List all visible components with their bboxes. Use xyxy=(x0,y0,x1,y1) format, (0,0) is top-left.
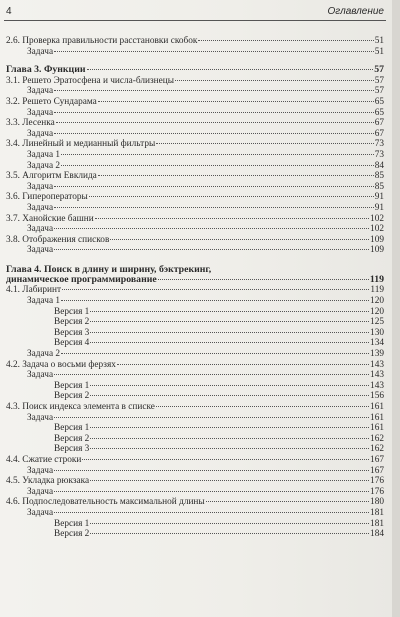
toc-entry-page: 85 xyxy=(374,171,384,182)
dot-leader xyxy=(156,142,373,144)
toc-entry-page: 143 xyxy=(370,370,384,381)
toc-entry-title: Задача xyxy=(27,128,54,139)
toc-entry-page: 176 xyxy=(370,486,384,497)
toc-entry-page: 167 xyxy=(370,465,384,476)
toc-entry-title: 3.4. Линейный и медианный фильтры xyxy=(6,139,156,150)
toc-entry-title: 4.1. Лабиринт xyxy=(6,285,62,296)
toc-entry-page: 120 xyxy=(370,296,384,307)
dot-leader xyxy=(56,121,374,123)
toc-entry-page: 91 xyxy=(374,202,384,213)
toc-entry-page: 181 xyxy=(370,518,384,529)
section-gap xyxy=(6,256,384,264)
toc-entry-title: Задача xyxy=(27,224,54,235)
toc-entry-title: Задача xyxy=(27,507,54,518)
toc-entry-title: 3.1. Решето Эратосфена и числа-близнецы xyxy=(6,75,174,86)
toc-entry-page: 67 xyxy=(374,128,384,139)
toc-entry[interactable] xyxy=(6,285,384,296)
toc-entry-page: 91 xyxy=(374,192,384,203)
toc-entry[interactable] xyxy=(6,476,384,487)
toc-entry-title: Задача 1 xyxy=(27,149,61,160)
toc-entry[interactable] xyxy=(6,455,384,466)
toc-entry-title: Задача xyxy=(27,107,54,118)
dot-leader xyxy=(95,217,369,219)
toc-entry-title: Задача xyxy=(27,181,54,192)
toc-entry-page: 181 xyxy=(370,507,384,518)
dot-leader xyxy=(90,522,369,524)
dot-leader xyxy=(90,479,369,481)
toc-entry-page: 139 xyxy=(370,349,384,360)
dot-leader xyxy=(54,89,374,91)
toc-entry-title: Задача xyxy=(27,202,54,213)
toc-entry[interactable] xyxy=(6,444,384,455)
toc-entry[interactable] xyxy=(6,118,384,129)
dot-leader xyxy=(98,100,374,102)
toc-chapter-entry[interactable] xyxy=(6,275,384,286)
toc-entry-title: Задача xyxy=(27,486,54,497)
toc-entry-title: Задача xyxy=(27,412,54,423)
dot-leader xyxy=(54,469,369,471)
toc-entry[interactable] xyxy=(6,245,384,256)
toc-entry-page: 125 xyxy=(370,317,384,328)
toc-entry-title: 3.5. Алгоритм Евклида xyxy=(6,171,97,182)
dot-leader xyxy=(54,206,374,208)
toc-entry[interactable] xyxy=(6,381,384,392)
dot-leader xyxy=(54,132,374,134)
dot-leader xyxy=(54,111,374,113)
toc-entry[interactable] xyxy=(6,360,384,371)
toc-entry-page: 120 xyxy=(370,306,384,317)
dot-leader xyxy=(54,511,369,513)
toc-entry-title: 3.2. Решето Сундарама xyxy=(6,96,97,107)
toc-entry-page: 102 xyxy=(370,213,384,224)
toc-entry-title: 2.6. Проверка правильности расстановки скобок xyxy=(6,36,198,46)
toc-entry-page: 51 xyxy=(374,36,384,46)
page-number: 4 xyxy=(6,6,12,17)
toc-entry-page: 119 xyxy=(369,273,384,285)
toc-entry-page: 84 xyxy=(374,160,384,171)
dot-leader xyxy=(82,458,369,460)
toc-entry-page: 73 xyxy=(374,139,384,150)
dot-leader xyxy=(90,320,369,322)
dot-leader xyxy=(61,164,374,166)
toc-entry[interactable] xyxy=(6,317,384,328)
dot-leader xyxy=(54,248,369,250)
toc-entry-page: 162 xyxy=(370,444,384,455)
toc-entry[interactable] xyxy=(6,338,384,349)
dot-leader xyxy=(54,490,369,492)
toc-entry-title: Задача xyxy=(27,370,54,381)
running-title: Оглавление xyxy=(327,6,384,17)
toc-entry-title: Задача xyxy=(27,86,54,97)
toc-chapter-entry[interactable] xyxy=(6,65,384,76)
dot-leader xyxy=(90,437,369,439)
toc-entry[interactable] xyxy=(6,97,384,108)
toc-entry-page: 67 xyxy=(374,118,384,129)
dot-leader xyxy=(54,185,374,187)
page-header xyxy=(4,4,386,21)
toc-entry-page: 143 xyxy=(370,359,384,370)
toc-entry-page: 161 xyxy=(370,423,384,434)
chapter-title-line: Глава 4. Поиск в длину и ширину, бэктрекинг, xyxy=(6,263,212,275)
toc-entry-page: 119 xyxy=(370,285,384,296)
toc-entry[interactable] xyxy=(6,487,384,498)
toc-entry[interactable] xyxy=(6,47,384,58)
toc-entry[interactable] xyxy=(6,192,384,203)
toc-entry[interactable] xyxy=(6,434,384,445)
toc-entry-title: Версия 4 xyxy=(54,338,90,349)
toc-entry-page: 51 xyxy=(374,46,384,57)
toc-entry-title: Версия 3 xyxy=(54,327,90,338)
toc-entry-title: Задача 2 xyxy=(27,349,61,360)
dot-leader xyxy=(98,174,374,176)
toc-entry-page: 134 xyxy=(370,338,384,349)
toc-entry-title: Версия 1 xyxy=(54,380,90,391)
dot-leader xyxy=(90,331,369,333)
toc-entry-title: Задача xyxy=(27,46,54,57)
toc-entry-page: 162 xyxy=(370,433,384,444)
toc-entry[interactable] xyxy=(6,370,384,381)
toc-entry-title: 4.5. Укладка рюкзака xyxy=(6,476,90,487)
toc-entry[interactable] xyxy=(6,224,384,235)
dot-leader xyxy=(90,447,369,449)
toc-entry[interactable] xyxy=(6,108,384,119)
toc-entry-title: Версия 2 xyxy=(54,317,90,328)
dot-leader xyxy=(198,39,373,41)
toc-entry[interactable] xyxy=(6,328,384,339)
toc-entry-title: 4.2. Задача о восьми ферзях xyxy=(6,359,116,370)
toc-entry-page: 161 xyxy=(370,412,384,423)
dot-leader xyxy=(89,195,374,197)
toc-entry-page: 161 xyxy=(370,402,384,412)
toc-entry-title: Версия 1 xyxy=(54,306,90,317)
toc-entry[interactable] xyxy=(6,139,384,150)
toc-entry[interactable] xyxy=(6,296,384,307)
toc-entry-title: Версия 1 xyxy=(54,518,90,529)
dot-leader xyxy=(156,405,369,407)
toc-entry[interactable] xyxy=(6,161,384,172)
dot-leader xyxy=(62,288,369,290)
toc-entry[interactable] xyxy=(6,349,384,360)
dot-leader xyxy=(90,384,369,386)
dot-leader xyxy=(90,310,369,312)
toc-entry[interactable] xyxy=(6,86,384,97)
toc-entry[interactable] xyxy=(6,508,384,519)
dot-leader xyxy=(54,416,369,418)
dot-leader xyxy=(175,79,374,81)
toc-entry[interactable] xyxy=(6,307,384,318)
toc-entry-page: 167 xyxy=(370,454,384,465)
toc-entry-title: Версия 2 xyxy=(54,529,90,540)
toc-entry[interactable] xyxy=(6,402,384,413)
dot-leader xyxy=(54,50,374,52)
dot-leader xyxy=(61,153,374,155)
toc-entry-title: Задача 2 xyxy=(27,160,61,171)
dot-leader xyxy=(54,373,369,375)
toc-entry-title: Задача xyxy=(27,245,54,256)
toc-entry[interactable] xyxy=(6,150,384,161)
toc-entry-page: 109 xyxy=(370,234,384,245)
toc-entry-title: динамическое программирование xyxy=(6,273,157,285)
toc-entry-page: 57 xyxy=(374,64,384,76)
toc-entry-title: 3.7. Ханойские башни xyxy=(6,213,94,224)
toc-entry-title: Версия 3 xyxy=(54,444,90,455)
toc-entry-title: Версия 1 xyxy=(54,423,90,434)
dot-leader xyxy=(158,278,369,280)
dot-leader xyxy=(117,363,369,365)
dot-leader xyxy=(90,394,369,396)
dot-leader xyxy=(61,352,369,354)
toc-entry-page: 130 xyxy=(370,327,384,338)
toc-entry-title: 3.6. Гипероператоры xyxy=(6,192,88,203)
toc-entry-page: 184 xyxy=(370,529,384,540)
toc-entry-page: 73 xyxy=(374,149,384,160)
toc-entry-page: 109 xyxy=(370,245,384,256)
toc-entry[interactable] xyxy=(6,129,384,140)
toc-entry[interactable] xyxy=(6,497,384,508)
toc-entry[interactable] xyxy=(6,36,384,47)
toc-entry-title: Задача xyxy=(27,465,54,476)
toc-entry-title: Версия 2 xyxy=(54,391,90,402)
toc-entry[interactable] xyxy=(6,171,384,182)
dot-leader xyxy=(61,299,369,301)
dot-leader xyxy=(54,227,369,229)
toc-entry-title: Глава 3. Функции xyxy=(6,64,86,76)
toc-entry-title: 4.6. Подпоследовательность максимальной длины xyxy=(6,497,205,508)
toc-entry-title: 3.3. Лесенка xyxy=(6,118,55,129)
toc-entry[interactable] xyxy=(6,182,384,193)
dot-leader xyxy=(90,532,369,534)
dot-leader xyxy=(110,238,369,240)
dot-leader xyxy=(90,341,369,343)
toc-entry-page: 65 xyxy=(374,96,384,107)
toc-entry-page: 102 xyxy=(370,224,384,235)
toc-entry-page: 57 xyxy=(374,75,384,86)
toc-entry-page: 143 xyxy=(370,380,384,391)
toc-entry-title: 4.4. Сжатие строки xyxy=(6,454,82,465)
toc-entry[interactable] xyxy=(6,413,384,424)
toc-entry[interactable] xyxy=(6,214,384,225)
toc-entry[interactable] xyxy=(6,423,384,434)
dot-leader xyxy=(87,68,374,70)
toc-entry-page: 65 xyxy=(374,107,384,118)
toc-entry-page: 85 xyxy=(374,181,384,192)
toc-entry-page: 57 xyxy=(374,86,384,97)
toc-entry[interactable] xyxy=(6,466,384,477)
table-of-contents xyxy=(6,36,384,540)
toc-entry-title: 3.8. Отображения списков xyxy=(6,234,110,245)
toc-entry-page: 180 xyxy=(370,497,384,508)
toc-entry-title: Задача 1 xyxy=(27,296,61,307)
dot-leader xyxy=(206,500,369,502)
toc-entry-title: 4.3. Поиск индекса элемента в списке xyxy=(6,402,155,412)
toc-entry[interactable] xyxy=(6,391,384,402)
toc-entry-title: Версия 2 xyxy=(54,433,90,444)
toc-entry[interactable] xyxy=(6,529,384,540)
toc-entry[interactable] xyxy=(6,76,384,87)
toc-entry-page: 176 xyxy=(370,476,384,487)
dot-leader xyxy=(90,426,369,428)
toc-entry[interactable] xyxy=(6,519,384,530)
toc-entry[interactable] xyxy=(6,235,384,246)
toc-entry[interactable] xyxy=(6,203,384,214)
toc-entry-page: 156 xyxy=(370,391,384,402)
